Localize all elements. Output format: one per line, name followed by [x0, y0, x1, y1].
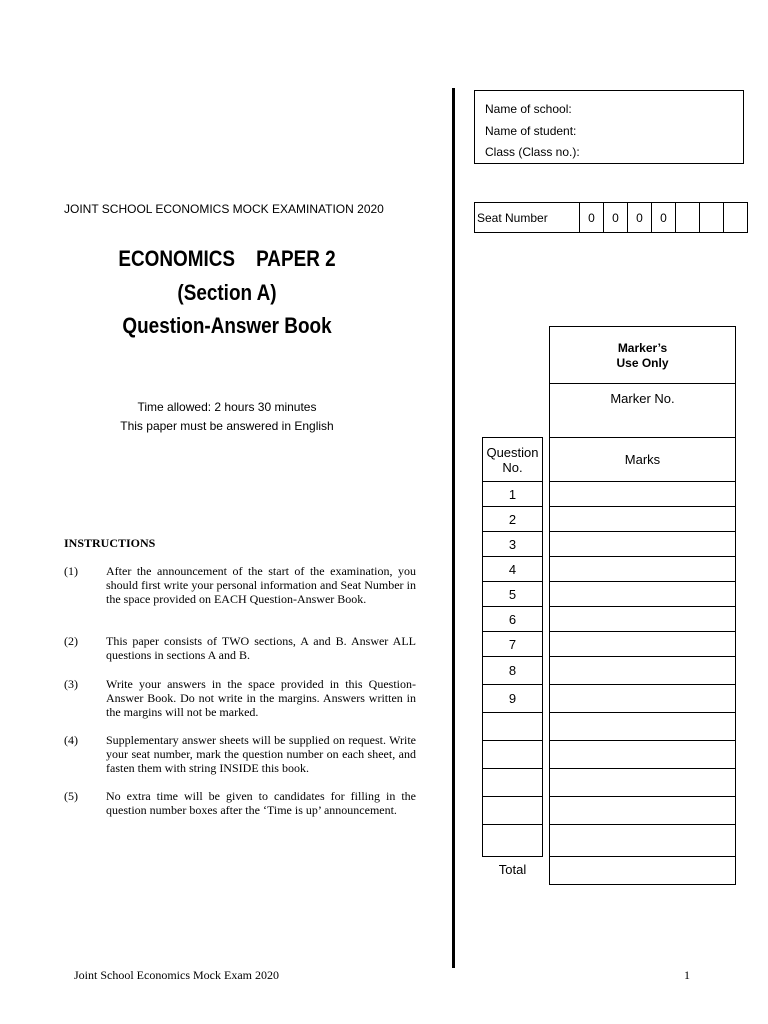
subject-name: ECONOMICS — [118, 246, 236, 271]
instruction-item — [64, 564, 416, 606]
question-number-cell: 5 — [482, 581, 543, 607]
seat-number-label: Seat Number — [477, 210, 548, 225]
question-number-cell: 4 — [482, 556, 543, 582]
question-number-cell: 8 — [482, 656, 543, 685]
question-number-cell[interactable] — [482, 824, 543, 857]
question-number-cell: 7 — [482, 631, 543, 657]
markers-use-header — [549, 326, 736, 384]
footer-title: Joint School Economics Mock Exam 2020 — [74, 968, 279, 982]
seat-digit[interactable]: 0 — [603, 203, 627, 232]
total-marks-cell[interactable] — [549, 856, 736, 885]
instruction-number: (1) — [64, 564, 78, 578]
marks-cell[interactable] — [549, 481, 736, 507]
instruction-text: This paper consists of TWO sections, A and B. Answer ALL questions in sections A and B. — [106, 634, 416, 662]
instruction-item — [64, 789, 416, 817]
section-title: (Section A) — [177, 280, 277, 305]
seat-digit[interactable]: 0 — [651, 203, 675, 232]
margin-divider — [452, 88, 455, 968]
book-title: Question-Answer Book — [122, 313, 332, 338]
question-number-cell: 2 — [482, 506, 543, 532]
question-number-cell: 9 — [482, 684, 543, 713]
question-number-cell: 6 — [482, 606, 543, 632]
question-number-cell[interactable] — [482, 740, 543, 769]
instruction-text: After the announcement of the start of the examination, you should first write your personal information and Seat Number in the space provided on EACH Question-Answer Book. — [106, 564, 416, 606]
marks-cell[interactable] — [549, 824, 736, 857]
subject-title — [64, 246, 390, 276]
question-number-cell[interactable] — [482, 796, 543, 825]
marks-cell[interactable] — [549, 656, 736, 685]
marks-cell[interactable] — [549, 768, 736, 797]
instructions-heading: INSTRUCTIONS — [64, 536, 156, 550]
paper-name: PAPER 2 — [256, 246, 336, 271]
seat-digit[interactable] — [699, 203, 723, 232]
marks-label: Marks — [624, 452, 661, 467]
marks-header — [549, 437, 736, 482]
instruction-text: Write your answers in the space provided in this Question-Answer Book. Do not write in the margins. Answers written in the margins will not be marked. — [106, 677, 416, 719]
marks-cell[interactable] — [549, 712, 736, 741]
instruction-number: (2) — [64, 634, 78, 648]
page-number: 1 — [684, 968, 690, 982]
instruction-item — [64, 677, 416, 719]
question-number-cell[interactable] — [482, 768, 543, 797]
instruction-item — [64, 733, 416, 775]
marks-cell[interactable] — [549, 606, 736, 632]
marks-cell[interactable] — [549, 631, 736, 657]
marker-no-label: Marker No. — [610, 391, 675, 406]
student-name-field[interactable]: Name of student: — [485, 123, 577, 138]
instruction-item — [64, 634, 416, 662]
question-no-header — [482, 437, 543, 482]
question-number-cell: 3 — [482, 531, 543, 557]
total-label: Total — [498, 862, 527, 877]
instruction-text: No extra time will be given to candidates for filling in the question number boxes after the ‘Time is up’ announcement. — [106, 789, 416, 817]
seat-digit[interactable]: 0 — [627, 203, 651, 232]
marks-cell[interactable] — [549, 740, 736, 769]
no-label: No. — [502, 459, 523, 475]
marks-cell[interactable] — [549, 581, 736, 607]
school-name-field[interactable]: Name of school: — [485, 102, 572, 116]
marks-cell[interactable] — [549, 506, 736, 532]
marks-cell[interactable] — [549, 684, 736, 713]
marks-cell[interactable] — [549, 531, 736, 557]
marks-cell[interactable] — [549, 556, 736, 582]
instruction-number: (4) — [64, 733, 78, 747]
question-number-cell[interactable] — [482, 712, 543, 741]
seat-digit[interactable]: 0 — [579, 203, 603, 232]
class-field[interactable]: Class (Class no.): — [485, 145, 580, 159]
seat-digit[interactable] — [723, 203, 747, 232]
marker-no-box[interactable] — [549, 383, 736, 438]
use-only-title: Use Only — [616, 356, 669, 370]
marks-cell[interactable] — [549, 796, 736, 825]
candidate-info-box[interactable] — [474, 90, 744, 164]
exam-title: JOINT SCHOOL ECONOMICS MOCK EXAMINATION 2020 — [64, 202, 384, 216]
instruction-number: (3) — [64, 677, 78, 691]
question-label: Question — [486, 444, 539, 460]
seat-digit[interactable] — [675, 203, 699, 232]
time-allowed: Time allowed: 2 hours 30 minutes — [137, 400, 317, 414]
instruction-text: Supplementary answer sheets will be supplied on request. Write your seat number, mark the question number on each sheet, and fasten them with string INSIDE this book. — [106, 733, 416, 775]
markers-title: Marker’s — [617, 341, 668, 355]
question-number-cell: 1 — [482, 481, 543, 507]
instruction-number: (5) — [64, 789, 78, 803]
seat-number-box — [474, 202, 748, 233]
language-note: This paper must be answered in English — [120, 419, 334, 433]
